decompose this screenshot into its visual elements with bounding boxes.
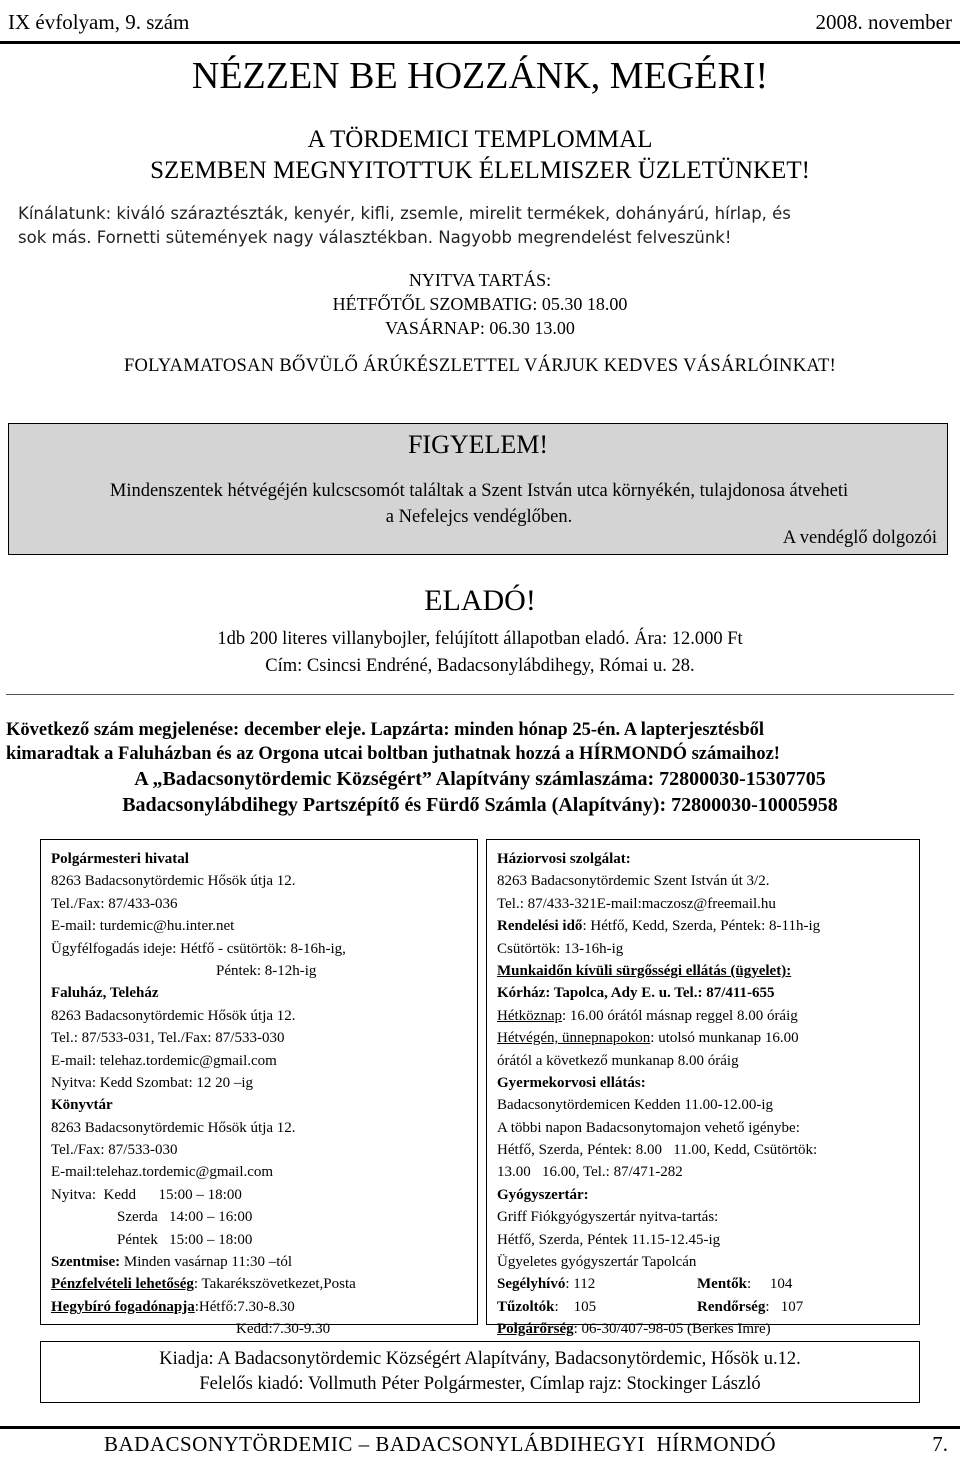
newspaper-name: BADACSONYTÖRDEMIC – BADACSONYLÁBDIHEGYI HÍRMONDÓ xyxy=(103,1432,776,1456)
notice-body xyxy=(19,478,939,530)
ambulance xyxy=(697,1273,792,1295)
money-info xyxy=(51,1273,467,1295)
sale-line: 1db 200 literes villanybojler, felújított állapotban eladó. Ára: 12.000 Ft xyxy=(217,629,743,649)
subtitle-line: A TÖRDEMICI TEMPLOMMAL xyxy=(307,126,653,153)
faluhaz-tel: Tel.: 87/533-031, Tel./Fax: 87/533-030 xyxy=(51,1030,285,1047)
account-line: Badacsonylábdihegy Partszépítő és Fürdő Számla (Alapítvány): 72800030-10005958 xyxy=(122,794,838,816)
next-issue-line: Következő szám megjelenése: december eleje. Lapzárta: minden hónap 25-én. A lapterjesztésből xyxy=(6,720,764,740)
shop-offer xyxy=(18,202,948,250)
judge-value: :Hétfő:7.30-8.30 xyxy=(194,1298,295,1315)
judge-info xyxy=(51,1296,467,1318)
mass-info xyxy=(51,1251,467,1273)
tuzoltok-label: Tűzoltók xyxy=(497,1298,555,1315)
library-tel: Tel./Fax: 87/533-030 xyxy=(51,1142,178,1159)
rendorseg-label: Rendőrség xyxy=(697,1298,766,1315)
subtitle-line: SZEMBEN MEGNYITOTTUK ÉLELMISZER ÜZLETÜNKET! xyxy=(150,157,810,184)
polgarorseg-label: Polgárőrség xyxy=(497,1321,574,1338)
library-open-tuesday: Nyitva: Kedd 15:00 – 18:00 xyxy=(51,1186,242,1203)
ambulance-call xyxy=(497,1273,697,1295)
mayor-office-tel: Tel./Fax: 87/433-036 xyxy=(51,895,178,912)
offer-line: Kínálatunk: kiváló száraztészták, kenyér, kifli, zsemle, mirelit termékek, dohányárú, hírlap, és xyxy=(18,204,791,223)
mayor-office-title: Polgármesteri hivatal xyxy=(51,851,189,867)
doctor-hours-value: : Hétfő, Kedd, Szerda, Péntek: 8-11h-ig xyxy=(582,918,821,935)
offer-line: sok más. Fornetti sütemények nagy választékban. Nagyobb megrendelést felveszünk! xyxy=(18,228,732,247)
pediatric-line: Badacsonytördemicen Kedden 11.00-12.00-ig xyxy=(497,1097,774,1114)
issue-date: 2008. november xyxy=(815,10,952,34)
faluhaz-address: 8263 Badacsonytördemic Hősök útja 12. xyxy=(51,1007,296,1024)
pharmacy-title: Gyógyszertár: xyxy=(497,1186,589,1203)
page-title: NÉZZEN BE HOZZÁNK, MEGÉRI! xyxy=(191,55,769,97)
publisher-box xyxy=(40,1341,920,1403)
notice-signature: A vendéglő dolgozói xyxy=(782,528,937,548)
money-label: Pénzfelvételi lehetőség xyxy=(51,1276,194,1293)
mayor-office-hours-friday: Péntek: 8-12h-ig xyxy=(216,962,317,979)
mayor-office-address: 8263 Badacsonytördemic Hősök útja 12. xyxy=(51,873,296,890)
welcome-line: FOLYAMATOSAN BŐVÜLŐ ÁRÚKÉSZLETTEL VÁRJUK KEDVES VÁSÁRLÓINKAT! xyxy=(123,356,837,376)
weekday-value: : 16.00 órától másnap reggel 8.00 óráig xyxy=(561,1007,798,1024)
mentok-value: : 104 xyxy=(747,1276,793,1293)
pediatric-line: 13.00 16.00, Tel.: 87/471-282 xyxy=(497,1164,683,1181)
weekend-value: : utolsó munkanap 16.00 xyxy=(650,1030,799,1047)
sale-title: ELADÓ! xyxy=(424,584,536,617)
library-email: E-mail:telehaz.tordemic@gmail.com xyxy=(51,1164,274,1181)
doctor-hours xyxy=(497,915,909,937)
mayor-office-hours: Ügyfélfogadás ideje: Hétfő - csütörtök: 8-16h-ig, xyxy=(51,940,346,957)
right-info-box xyxy=(486,839,920,1338)
weekend-value-2: órától a következő munkanap 8.00 óráig xyxy=(497,1052,739,1069)
sale-address: Cím: Csincsi Endréné, Badacsonylábdihegy, Római u. 28. xyxy=(265,656,695,676)
emergency-title: Munkaidőn kívüli sürgősségi ellátás (ügyelet): xyxy=(497,962,792,979)
segelyhivo-label: Segélyhívó xyxy=(497,1276,566,1293)
notice-box xyxy=(8,423,948,555)
judge-value-tuesday: Kedd:7.30-9.30 xyxy=(236,1321,331,1338)
faluhaz-open: Nyitva: Kedd Szombat: 12 20 –ig xyxy=(51,1074,254,1091)
notice-line: Mindenszentek hétvégéjén kulcscsomót találtak a Szent István utca környékén, tulajdonosa átveheti xyxy=(109,481,849,501)
police xyxy=(697,1296,803,1318)
polgarorseg-value: : 06-30/407-98-05 (Berkes Imre) xyxy=(573,1321,771,1338)
mayor-office-email: E-mail: turdemic@hu.inter.net xyxy=(51,918,235,935)
footer-rule xyxy=(0,1426,960,1429)
doctor-hours-thursday: Csütörtök: 13-16h-ig xyxy=(497,940,624,957)
judge-label: Hegybíró fogadónapja xyxy=(51,1298,195,1315)
page-number: 7. xyxy=(932,1432,948,1456)
pediatric-line: Hétfő, Szerda, Péntek: 8.00 11.00, Kedd, Csütörtök: xyxy=(497,1142,818,1159)
next-issue-line: kimaradtak a Faluházban és az Orgona utcai boltban juthatnak hozzá a HÍRMONDÓ számaihoz! xyxy=(6,744,780,764)
account-line: A „Badacsonytördemic Községért” Alapítvány számlaszáma: 72800030-15307705 xyxy=(134,768,826,790)
library-open-wednesday: Szerda 14:00 – 16:00 xyxy=(117,1209,253,1226)
library-open-friday: Péntek 15:00 – 18:00 xyxy=(117,1231,253,1248)
doctor-title: Háziorvosi szolgálat: xyxy=(497,851,631,867)
hours-line: VASÁRNAP: 06.30 13.00 xyxy=(385,318,575,338)
money-value: : Takarékszövetkezet,Posta xyxy=(193,1276,356,1293)
pediatric-line: A többi napon Badacsonytomajon vehető igénybe: xyxy=(497,1119,800,1136)
weekday-label: Hétköznap xyxy=(497,1007,562,1024)
publisher-line: Kiadja: A Badacsonytördemic Községért Alapítvány, Badacsonytördemic, Hősök u.12. xyxy=(159,1349,801,1369)
mass-value: Minden vasárnap 11:30 –tól xyxy=(120,1254,293,1271)
notice-line: a Nefelejcs vendéglőben. xyxy=(385,507,573,527)
opening-hours xyxy=(0,268,960,340)
weekday-info xyxy=(497,1005,909,1027)
library-address: 8263 Badacsonytördemic Hősök útja 12. xyxy=(51,1119,296,1136)
hours-line: HÉTFŐTŐL SZOMBATIG: 05.30 18.00 xyxy=(332,294,628,314)
faluhaz-email: E-mail: telehaz.tordemic@gmail.com xyxy=(51,1052,277,1069)
mass-label: Szentmise: xyxy=(51,1254,121,1271)
issue-label: IX évfolyam, 9. szám xyxy=(8,10,190,34)
left-info-box xyxy=(40,839,478,1338)
emergency-numbers-row xyxy=(497,1273,909,1295)
doctor-address: 8263 Badacsonytördemic Szent István út 3/2. xyxy=(497,873,770,890)
divider xyxy=(6,694,954,695)
hours-line: NYITVA TARTÁS: xyxy=(408,270,552,290)
civil-guard xyxy=(497,1318,909,1340)
doctor-tel: Tel.: 87/433-321E-mail:maczosz@freemail.hu xyxy=(497,895,776,912)
segelyhivo-value: : 112 xyxy=(565,1276,596,1293)
next-issue-info xyxy=(6,718,954,818)
editor-line: Felelős kiadó: Vollmuth Péter Polgármester, Címlap rajz: Stockinger László xyxy=(199,1374,761,1394)
weekend-info xyxy=(497,1027,909,1049)
shop-subtitle xyxy=(0,124,960,186)
doctor-hours-label: Rendelési idő xyxy=(497,918,583,935)
rendorseg-value: : 107 xyxy=(765,1298,804,1315)
tuzoltok-value: : 105 xyxy=(554,1298,597,1315)
weekend-label: Hétvégén, ünnepnapokon xyxy=(497,1030,651,1047)
mentok-label: Mentők xyxy=(697,1276,747,1293)
faluhaz-title: Faluház, Teleház xyxy=(51,985,159,1002)
library-title: Könyvtár xyxy=(51,1097,113,1114)
header-rule xyxy=(0,41,960,44)
pharmacy-line: Ügyeletes gyógyszertár Tapolcán xyxy=(497,1254,697,1271)
firefighters xyxy=(497,1296,697,1318)
emergency-numbers-row xyxy=(497,1296,909,1318)
pharmacy-line: Hétfő, Szerda, Péntek 11.15-12.45-ig xyxy=(497,1231,721,1248)
notice-title: FIGYELEM! xyxy=(407,430,549,459)
pharmacy-line: Griff Fiókgyógyszertár nyitva-tartás: xyxy=(497,1209,719,1226)
hospital-info: Kórház: Tapolca, Ady E. u. Tel.: 87/411-655 xyxy=(497,985,775,1002)
pediatric-title: Gyermekorvosi ellátás: xyxy=(497,1074,646,1091)
